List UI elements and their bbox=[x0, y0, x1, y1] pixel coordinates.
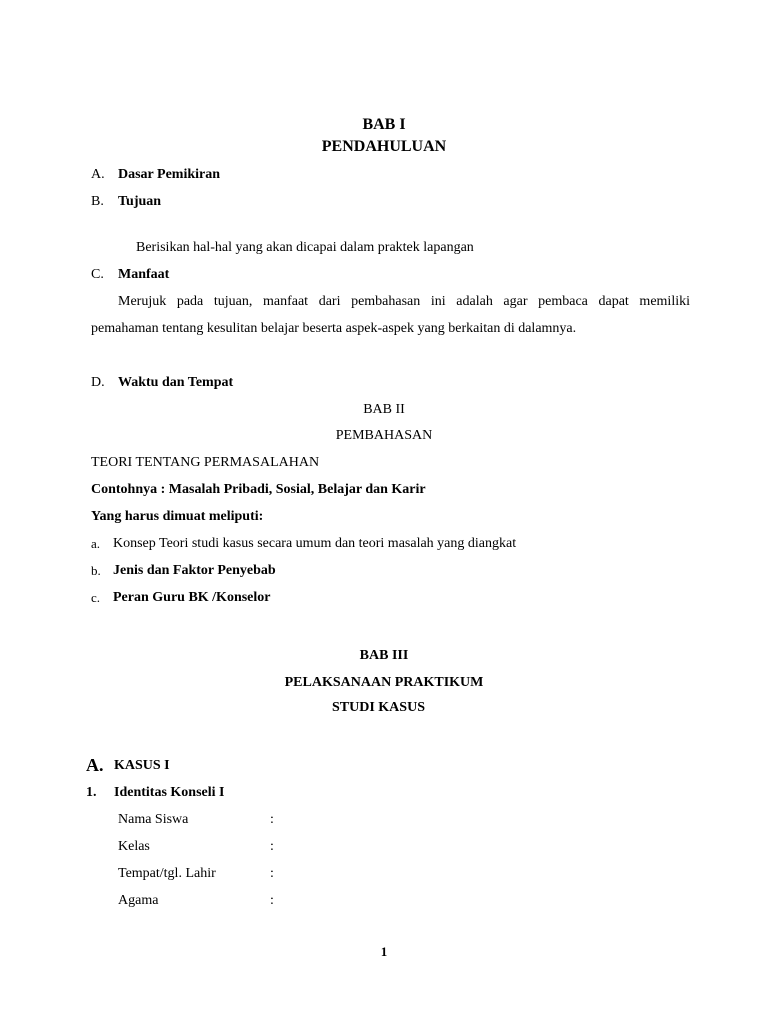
page-number: 1 bbox=[380, 944, 388, 959]
section-d-label: Waktu dan Tempat bbox=[118, 375, 234, 390]
field-label: Kelas bbox=[118, 839, 150, 854]
section-b-marker: B. bbox=[91, 194, 104, 209]
section-a-label: Dasar Pemikiran bbox=[118, 167, 221, 182]
section-c-label: Manfaat bbox=[118, 267, 170, 282]
example-line: Contohnya : Masalah Pribadi, Sosial, Belajar dan Karir bbox=[91, 482, 426, 497]
bab3-subtitle2: STUDI KASUS bbox=[332, 700, 425, 715]
list-item-marker: c. bbox=[91, 590, 101, 605]
theory-heading: TEORI TENTANG PERMASALAHAN bbox=[91, 455, 320, 470]
section-a-marker: A. bbox=[91, 167, 105, 182]
field-colon: : bbox=[270, 893, 274, 908]
list-item-text: Peran Guru BK /Konselor bbox=[113, 590, 271, 605]
bab2-subtitle: PEMBAHASAN bbox=[335, 428, 433, 443]
bab2-title: BAB II bbox=[363, 402, 405, 417]
field-label: Nama Siswa bbox=[118, 812, 189, 827]
identity-label: Identitas Konseli I bbox=[114, 785, 225, 800]
kasus-label: KASUS I bbox=[114, 758, 170, 773]
field-colon: : bbox=[270, 866, 274, 881]
field-colon: : bbox=[270, 812, 274, 827]
field-label: Tempat/tgl. Lahir bbox=[118, 866, 216, 881]
bab3-subtitle: PELAKSANAAN PRAKTIKUM bbox=[284, 675, 484, 690]
field-colon: : bbox=[270, 839, 274, 854]
list-item-text: Jenis dan Faktor Penyebab bbox=[113, 563, 276, 578]
list-item-marker: a. bbox=[91, 536, 101, 551]
section-c-body-line2: pemahaman tentang kesulitan belajar beserta aspek-aspek yang berkaitan di dalamnya. bbox=[91, 321, 577, 336]
identity-marker: 1. bbox=[86, 785, 97, 800]
must-include-line: Yang harus dimuat meliputi: bbox=[91, 509, 264, 524]
list-item-marker: b. bbox=[91, 563, 101, 578]
bab3-title: BAB III bbox=[359, 648, 409, 663]
section-b-label: Tujuan bbox=[118, 194, 162, 209]
bab1-subtitle: PENDAHULUAN bbox=[321, 138, 447, 155]
bab1-title: BAB I bbox=[362, 116, 406, 133]
section-d-marker: D. bbox=[91, 375, 105, 390]
section-c-marker: C. bbox=[91, 267, 104, 282]
field-label: Agama bbox=[118, 893, 159, 908]
kasus-marker: A. bbox=[86, 755, 104, 775]
section-c-body-line1: Merujuk pada tujuan, manfaat dari pembahasan ini adalah agar pembaca dapat memiliki bbox=[118, 294, 690, 309]
section-b-body: Berisikan hal-hal yang akan dicapai dalam praktek lapangan bbox=[136, 240, 474, 255]
list-item-text: Konsep Teori studi kasus secara umum dan teori masalah yang diangkat bbox=[113, 536, 517, 551]
